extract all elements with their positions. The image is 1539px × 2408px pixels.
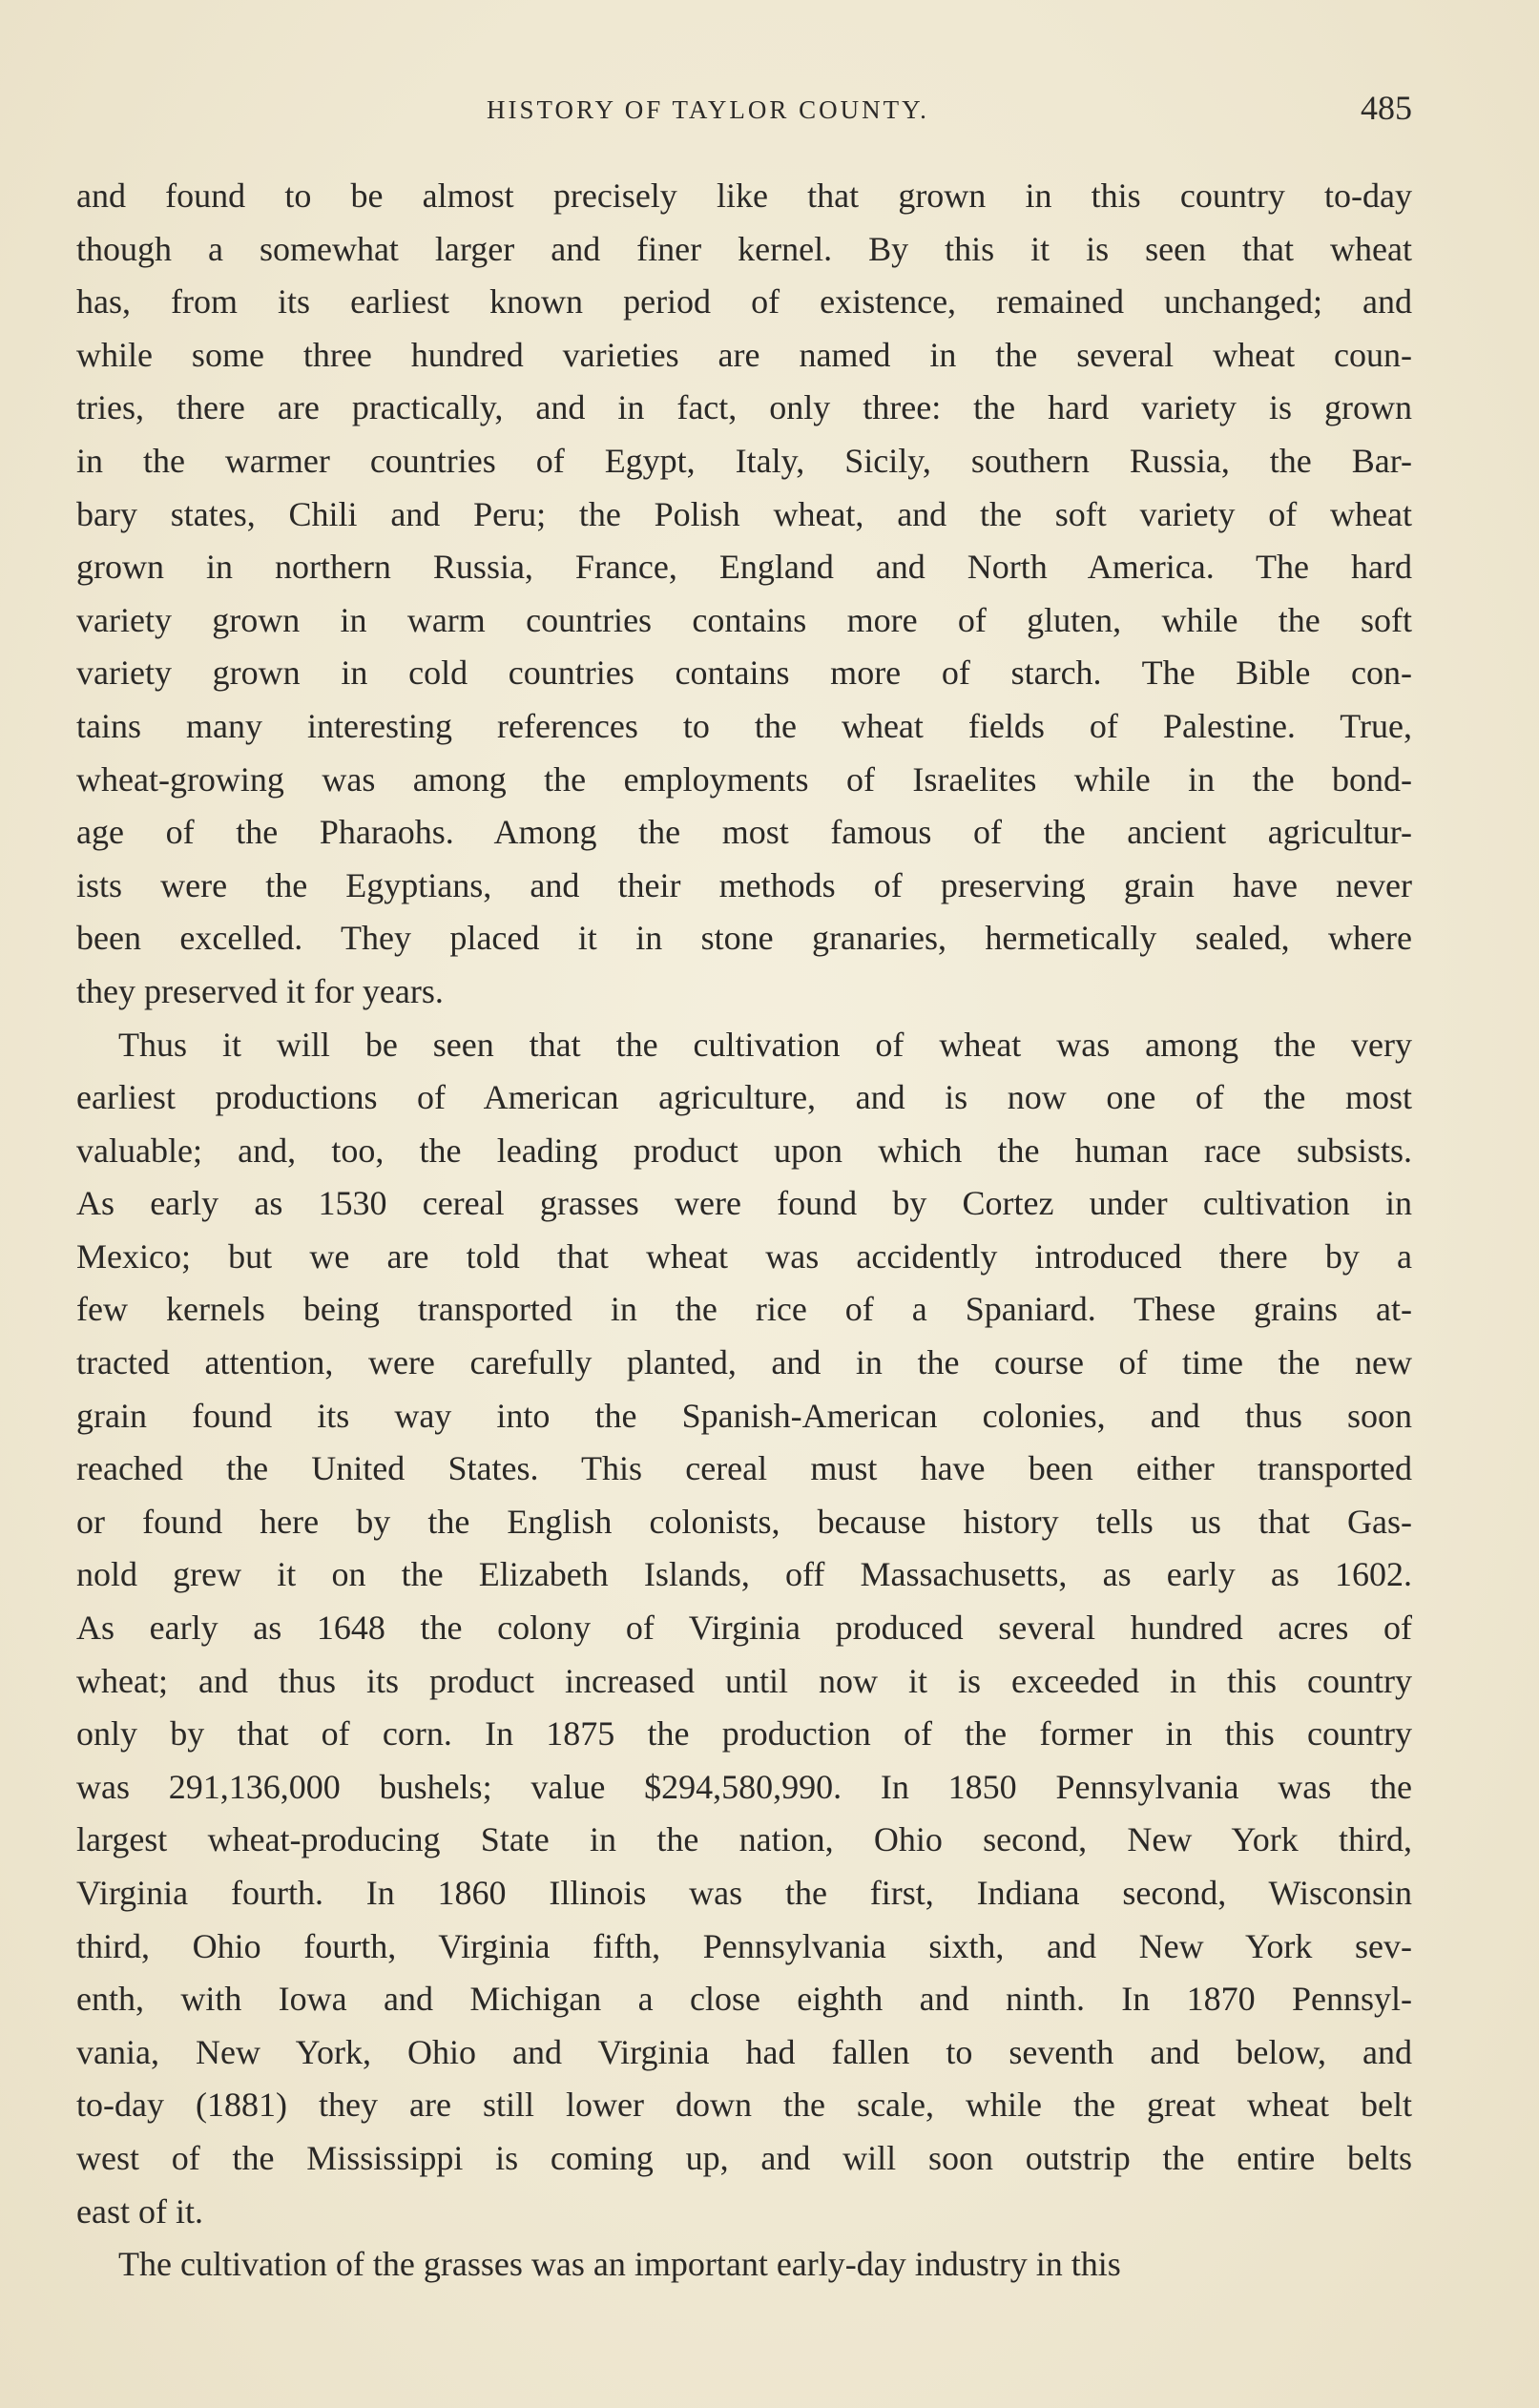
text-line: As early as 1530 cereal grasses were found by Cortez under cultivation in bbox=[76, 1184, 1412, 1223]
text-line: has, from its earliest known period of existence, remained unchanged; and bbox=[76, 282, 1412, 322]
text-line: As early as 1648 the colony of Virginia produced several hundred acres of bbox=[76, 1609, 1412, 1648]
text-line: tains many interesting references to the wheat fields of Palestine. True, bbox=[76, 706, 1412, 745]
text-line: was 291,136,000 bushels; value $294,580,990. In 1850 Pennsylvania was the bbox=[76, 1767, 1412, 1806]
paragraph-end-line: east of it. bbox=[76, 2191, 203, 2231]
text-line: valuable; and, too, the leading product upon which the human race subsists. bbox=[76, 1131, 1412, 1170]
running-head bbox=[76, 88, 1412, 135]
text-line: wheat; and thus its product increased until now it is exceeded in this country bbox=[76, 1661, 1412, 1700]
text-line: though a somewhat larger and finer kernel. By this it is seen that wheat bbox=[76, 229, 1412, 268]
text-line: third, Ohio fourth, Virginia fifth, Pennsylvania sixth, and New York sev- bbox=[76, 1926, 1412, 1965]
text-line: in the warmer countries of Egypt, Italy, Sicily, southern Russia, the Bar- bbox=[76, 441, 1412, 480]
text-line: to-day (1881) they are still lower down the scale, while the great wheat belt bbox=[76, 2086, 1412, 2125]
text-line: few kernels being transported in the rice of a Spaniard. These grains at- bbox=[76, 1290, 1412, 1329]
text-line: earliest productions of American agriculture, and is now one of the most bbox=[76, 1078, 1412, 1117]
running-title: HISTORY OF TAYLOR COUNTY. bbox=[487, 95, 929, 124]
text-line: tries, there are practically, and in fact, only three: the hard variety is grown bbox=[76, 388, 1412, 427]
text-line: age of the Pharaohs. Among the most famous of the ancient agricultur- bbox=[76, 813, 1412, 852]
text-line: Mexico; but we are told that wheat was accidently introduced there by a bbox=[76, 1236, 1412, 1276]
text-line: reached the United States. This cereal must have been either transported bbox=[76, 1449, 1412, 1488]
text-line: while some three hundred varieties are named in the several wheat coun- bbox=[76, 335, 1412, 374]
text-line: wheat-growing was among the employments of Israelites while in the bond- bbox=[76, 759, 1412, 799]
text-line: vania, New York, Ohio and Virginia had fallen to seventh and below, and bbox=[76, 2032, 1412, 2071]
text-line: grain found its way into the Spanish-American colonies, and thus soon bbox=[76, 1396, 1412, 1435]
text-line: ists were the Egyptians, and their methods of preserving grain have never bbox=[76, 865, 1412, 904]
text-line: grown in northern Russia, France, England and North America. The hard bbox=[76, 548, 1412, 587]
text-line: largest wheat-producing State in the nation, Ohio second, New York third, bbox=[76, 1820, 1412, 1859]
paragraph-end-line: they preserved it for years. bbox=[76, 971, 444, 1010]
text-line: west of the Mississippi is coming up, and will soon outstrip the entire belts bbox=[76, 2138, 1412, 2177]
text-line: nold grew it on the Elizabeth Islands, off Massachusetts, as early as 1602. bbox=[76, 1555, 1412, 1594]
text-line: Virginia fourth. In 1860 Illinois was the first, Indiana second, Wisconsin bbox=[76, 1874, 1412, 1912]
text-line: been excelled. They placed it in stone granaries, hermetically sealed, where bbox=[76, 919, 1412, 958]
paragraph-start-line: Thus it will be seen that the cultivation of wheat was among the very bbox=[118, 1025, 1412, 1064]
text-line: tracted attention, were carefully planted, and in the course of time the new bbox=[76, 1343, 1412, 1382]
text-line: enth, with Iowa and Michigan a close eighth and ninth. In 1870 Pennsyl- bbox=[76, 1980, 1412, 2019]
text-line: variety grown in cold countries contains more of starch. The Bible con- bbox=[76, 654, 1412, 693]
body-text bbox=[76, 170, 1412, 2292]
text-line: and found to be almost precisely like that grown in this country to-day bbox=[76, 176, 1412, 215]
page-number: 485 bbox=[1361, 89, 1412, 127]
text-line: or found here by the English colonists, because history tells us that Gas- bbox=[76, 1502, 1412, 1541]
text-line: bary states, Chili and Peru; the Polish wheat, and the soft variety of wheat bbox=[76, 494, 1412, 533]
text-line: only by that of corn. In 1875 the production of the former in this country bbox=[76, 1714, 1412, 1754]
paragraph-start-line: The cultivation of the grasses was an important early-day industry in this bbox=[118, 2245, 1121, 2284]
text-line: variety grown in warm countries contains more of gluten, while the soft bbox=[76, 600, 1412, 639]
